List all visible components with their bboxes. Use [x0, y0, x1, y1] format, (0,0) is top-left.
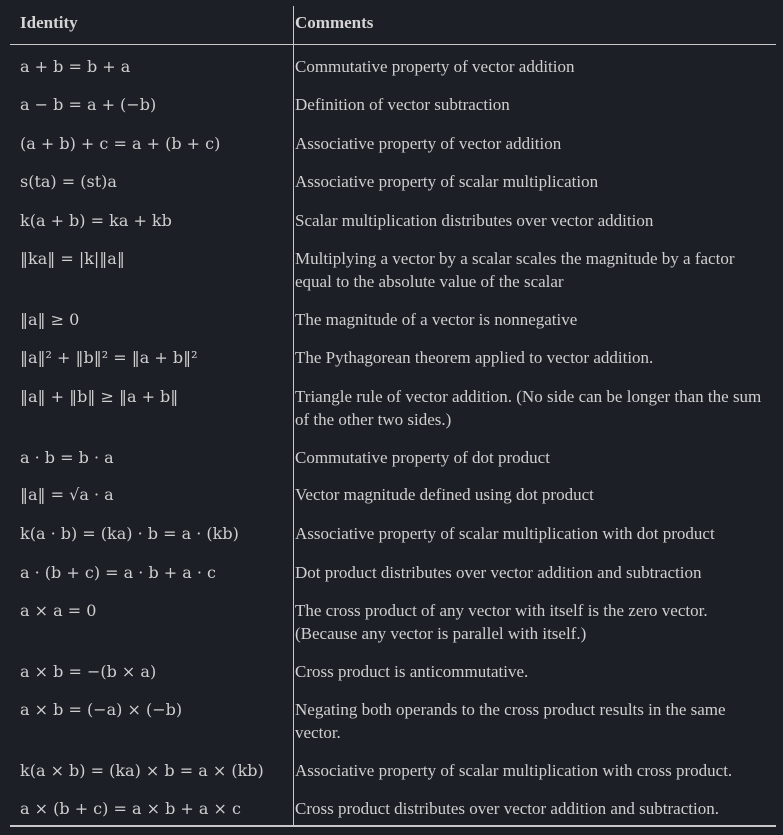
- comment-cell: Scalar multiplication distributes over vector addition: [295, 211, 654, 230]
- header-identity: Identity: [20, 13, 78, 32]
- table-row: [10, 473, 776, 512]
- identity-cell: a · b = b · a: [20, 448, 114, 467]
- comment-cell: Associative property of vector addition: [295, 134, 562, 153]
- identity-cell: k(a · b) = (ka) · b = a · (kb): [20, 524, 239, 543]
- table-row: [10, 298, 776, 336]
- comment-cell: Definition of vector subtraction: [295, 95, 510, 114]
- identity-cell: a × a = 0: [20, 601, 97, 620]
- table-row: [10, 551, 776, 589]
- table-row: [10, 336, 776, 375]
- table-row: [10, 45, 776, 83]
- identity-cell: a × b = (−a) × (−b): [20, 700, 183, 719]
- comment-cell: The magnitude of a vector is nonnegative: [295, 310, 578, 329]
- comment-cell: Dot product distributes over vector addition and subtraction: [295, 563, 702, 582]
- identity-cell: a × b = −(b × a): [20, 662, 157, 681]
- identity-cell: a + b = b + a: [20, 57, 131, 76]
- comment-cell: Cross product distributes over vector addition and subtraction.: [295, 799, 719, 818]
- identity-cell: ‖ka‖ = |k|‖a‖: [20, 249, 125, 268]
- table-row: [10, 749, 776, 787]
- table-row: [10, 650, 776, 688]
- comment-cell: Associative property of scalar multiplication: [295, 172, 599, 191]
- identity-cell: a · (b + c) = a · b + a · c: [20, 563, 217, 582]
- identity-cell: ‖a‖ + ‖b‖ ≥ ‖a + b‖: [20, 387, 179, 406]
- table-row: [10, 160, 776, 199]
- comment-cell: Vector magnitude defined using dot product: [295, 485, 594, 504]
- header-comments: Comments: [295, 13, 374, 32]
- table-row: [10, 375, 776, 436]
- identity-cell: ‖a‖ = √a · a: [20, 485, 114, 504]
- comment-cell: Commutative property of vector addition: [295, 57, 575, 76]
- comment-cell: Triangle rule of vector addition. (No side can be longer than the sum of the other two sides.): [295, 387, 762, 429]
- comment-cell: Commutative property of dot product: [295, 448, 550, 467]
- comment-cell: Associative property of scalar multiplication with cross product.: [295, 761, 733, 780]
- identity-cell: s(ta) = (st)a: [20, 172, 117, 191]
- comment-cell: The cross product of any vector with itself is the zero vector. (Because any vector is parallel with itself.): [295, 601, 708, 643]
- table-row: [10, 199, 776, 237]
- identity-cell: (a + b) + c = a + (b + c): [20, 134, 221, 153]
- comment-cell: Negating both operands to the cross product results in the same vector.: [295, 700, 726, 742]
- comment-cell: Cross product is anticommutative.: [295, 662, 529, 681]
- table-row: [10, 787, 776, 826]
- identity-cell: k(a × b) = (ka) × b = a × (kb): [20, 761, 264, 780]
- table-row: [10, 122, 776, 160]
- comment-cell: The Pythagorean theorem applied to vector addition.: [295, 348, 654, 367]
- comment-cell: Associative property of scalar multiplication with dot product: [295, 524, 715, 543]
- table-row: [10, 436, 776, 473]
- table-row: [10, 512, 776, 551]
- table-header: [10, 0, 776, 45]
- identity-cell: a − b = a + (−b): [20, 95, 157, 114]
- table-row: [10, 237, 776, 298]
- table-row: [10, 83, 776, 122]
- table-bottom-border: [10, 825, 776, 827]
- comment-cell: Multiplying a vector by a scalar scales the magnitude by a factor equal to the absolute value of the scalar: [295, 249, 735, 291]
- identity-cell: ‖a‖ ≥ 0: [20, 310, 80, 329]
- identity-cell: ‖a‖² + ‖b‖² = ‖a + b‖²: [20, 348, 198, 367]
- table-row: [10, 688, 776, 749]
- table-row: [10, 589, 776, 650]
- identity-cell: k(a + b) = ka + kb: [20, 211, 172, 230]
- identity-cell: a × (b + c) = a × b + a × c: [20, 799, 241, 818]
- identities-table: [10, 0, 776, 826]
